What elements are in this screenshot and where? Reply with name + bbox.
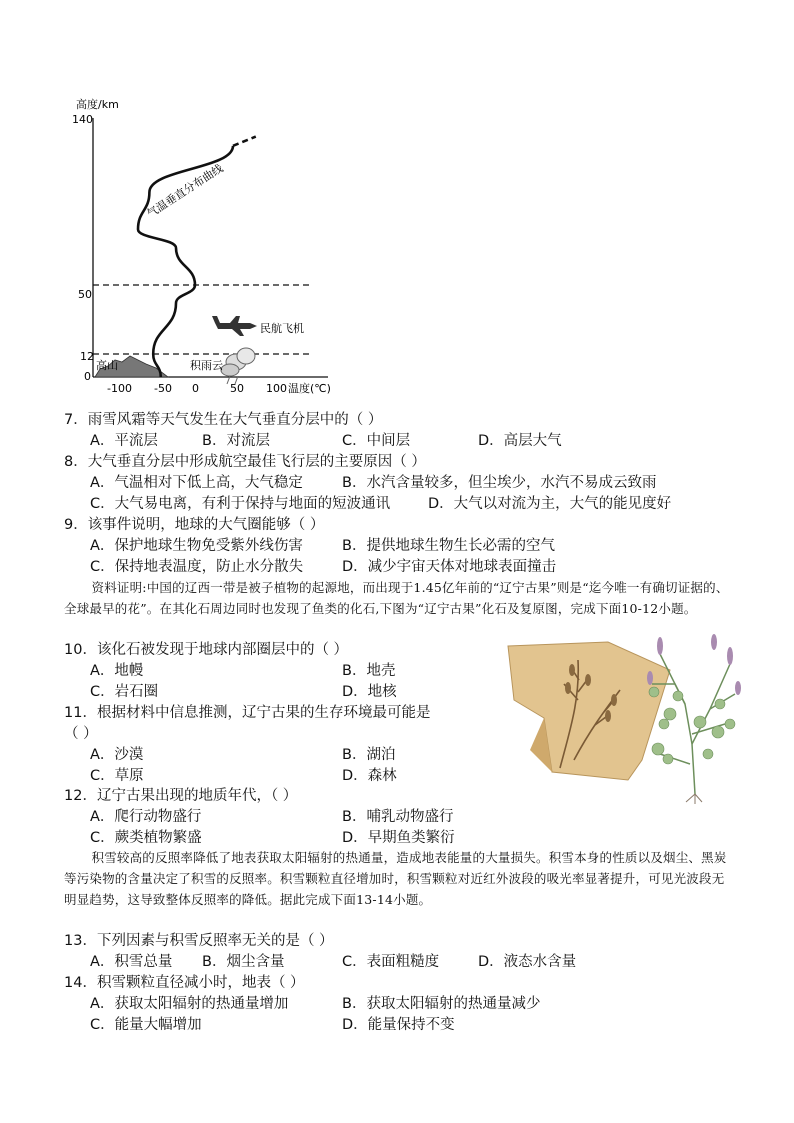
q7-option-a[interactable]: A．平流层 (90, 433, 158, 449)
q14-stem: 14．积雪颗粒直径减小时，地表（ ） (64, 975, 305, 991)
curve-label: 气温垂直分布曲线 (144, 161, 226, 221)
q10-option-c[interactable]: C．岩石圈 (90, 684, 159, 700)
q13-option-d[interactable]: D．液态水含量 (478, 954, 577, 970)
q14-option-a[interactable]: A．获取太阳辐射的热通量增加 (90, 996, 289, 1012)
q10-option-a[interactable]: A．地幔 (90, 663, 144, 679)
airplane-icon (212, 316, 257, 336)
q13-stem: 13．下列因素与积雪反照率无关的是（ ） (64, 933, 334, 949)
q14-option-d[interactable]: D．能量保持不变 (342, 1017, 455, 1033)
material-paragraph-2: 积雪较高的反照率降低了地表获取太阳辐射的热通量，造成地表能量的大量损失。积雪本身的性质以及烟尘、黑炭等污染物的含量决定了积雪的反照率。积雪颗粒直径增加时，积雪颗粒对近红外波段的吸光率显著提升，可见光波段无明显趋势，这导致整体反照率的降低。据此完成下面13-14小题。 (64, 850, 727, 907)
mountain-label: 高山 (96, 359, 118, 372)
q10-option-b[interactable]: B．地壳 (342, 663, 396, 679)
q11-option-a[interactable]: A．沙漠 (90, 747, 144, 763)
q12-option-a[interactable]: A．爬行动物盛行 (90, 809, 202, 825)
q9-option-b[interactable]: B．提供地球生物生长必需的空气 (342, 538, 555, 554)
x-tick-100: 100 (266, 382, 287, 395)
q14-option-c[interactable]: C．能量大幅增加 (90, 1017, 202, 1033)
q9-option-d[interactable]: D．减少宇宙天体对地球表面撞击 (342, 559, 557, 575)
temperature-curve (138, 146, 233, 377)
q9-option-c[interactable]: C．保持地表温度，防止水分散失 (90, 559, 304, 575)
y-tick-140: 140 (72, 113, 93, 126)
q7-option-b[interactable]: B．对流层 (202, 433, 270, 449)
q13-option-a[interactable]: A．积雪总量 (90, 954, 173, 970)
y-tick-0: 0 (84, 370, 91, 383)
q13-option-c[interactable]: C．表面粗糙度 (342, 954, 440, 970)
q12-option-d[interactable]: D．早期鱼类繁衍 (342, 830, 455, 846)
q8-option-a[interactable]: A．气温相对下低上高，大气稳定 (90, 475, 303, 491)
q12-option-c[interactable]: C．蕨类植物繁盛 (90, 830, 202, 846)
q7-option-c[interactable]: C．中间层 (342, 433, 411, 449)
plant-reconstruction-image (640, 624, 750, 804)
q10-option-d[interactable]: D．地核 (342, 684, 397, 700)
material-paragraph-1: 资料证明:中国的辽西一带是被子植物的起源地，而出现于1.45亿年前的“辽宁古果”则是“迄今唯一有确切证据的、全球最早的花”。在其化石周边同时也发现了鱼类的化石,下图为“辽宁古果”化石及复原图，完成下面10-12小题。 (64, 580, 729, 616)
plane-label: 民航飞机 (260, 322, 304, 335)
q11-stem: 11．根据材料中信息推测，辽宁古果的生存环境最可能是 (64, 705, 431, 721)
q9-option-a[interactable]: A．保护地球生物免受紫外线伤害 (90, 538, 303, 554)
q13-option-b[interactable]: B．烟尘含量 (202, 954, 285, 970)
x-tick--50: -50 (154, 382, 172, 395)
q14-option-b[interactable]: B．获取太阳辐射的热通量减少 (342, 996, 541, 1012)
x-axis-title: 温度(℃) (288, 382, 331, 395)
q11-stem-bracket: （ ） (64, 726, 98, 742)
y-axis-title: 高度/km (76, 98, 119, 111)
q11-option-d[interactable]: D．森林 (342, 768, 397, 784)
x-tick-50: 50 (230, 382, 244, 395)
y-tick-50: 50 (78, 288, 92, 301)
q11-option-c[interactable]: C．草原 (90, 768, 144, 784)
temperature-profile-chart (60, 94, 360, 400)
cloud-label: 积雨云 (190, 359, 223, 372)
q10-stem: 10．该化石被发现于地球内部圈层中的（ ） (64, 642, 349, 658)
x-tick--100: -100 (107, 382, 132, 395)
q12-option-b[interactable]: B．哺乳动物盛行 (342, 809, 454, 825)
q7-option-d[interactable]: D．高层大气 (478, 433, 562, 449)
q8-option-c[interactable]: C．大气易电离，有利于保持与地面的短波通讯 (90, 496, 391, 512)
q8-option-b[interactable]: B．水汽含量较多，但尘埃少，水汽不易成云致雨 (342, 475, 657, 491)
q12-stem: 12．辽宁古果出现的地质年代，（ ） (64, 788, 298, 804)
temperature-curve-extension (233, 137, 256, 146)
x-tick-0: 0 (192, 382, 199, 395)
q7-stem: 7．雨雪风霜等天气发生在大气垂直分层中的（ ） (64, 412, 383, 428)
y-tick-12: 12 (80, 350, 94, 363)
q8-option-d[interactable]: D．大气以对流为主，大气的能见度好 (428, 496, 672, 512)
q11-option-b[interactable]: B．湖泊 (342, 747, 396, 763)
q8-stem: 8．大气垂直分层中形成航空最佳飞行层的主要原因（ ） (64, 454, 426, 470)
q9-stem: 9．该事件说明，地球的大气圈能够（ ） (64, 517, 325, 533)
